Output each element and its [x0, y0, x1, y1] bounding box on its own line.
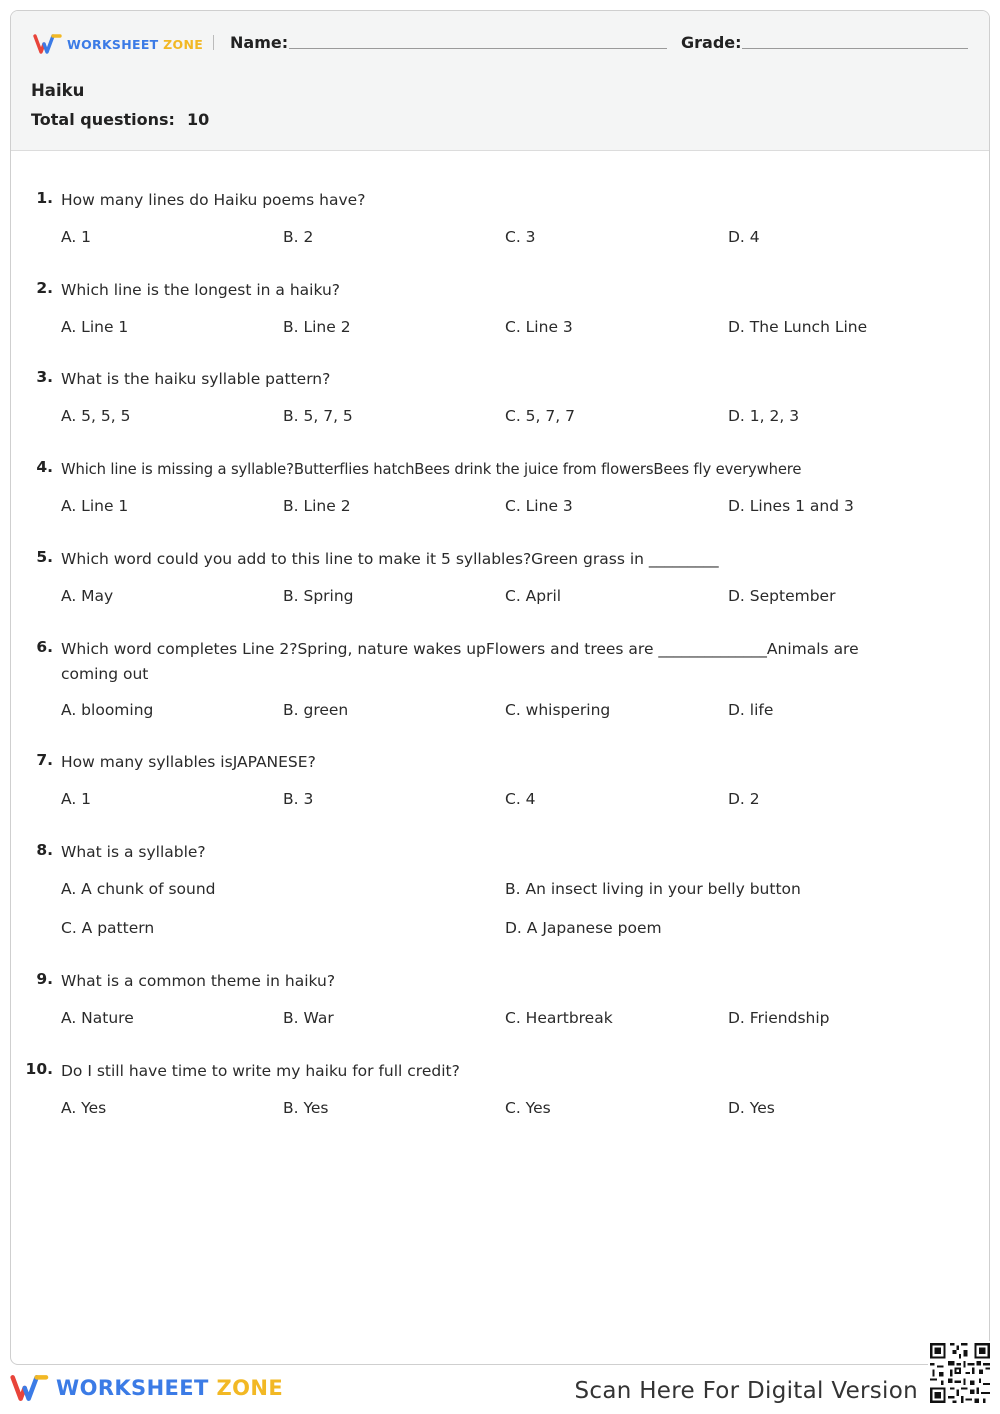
- worksheetzone-logo-icon: [10, 1373, 50, 1403]
- footer-brand-wordmark: [56, 1376, 283, 1400]
- question-number: 3.: [36, 368, 53, 386]
- question-text: What is a syllable?: [61, 843, 206, 861]
- option-a[interactable]: A. 5, 5, 5: [61, 407, 131, 425]
- worksheetzone-logo-icon: [33, 33, 63, 55]
- question-number: 2.: [36, 279, 53, 297]
- option-c[interactable]: C. 5, 7, 7: [505, 407, 575, 425]
- option-c[interactable]: C. Yes: [505, 1099, 551, 1117]
- name-field[interactable]: [289, 48, 667, 49]
- option-a[interactable]: A. 1: [61, 790, 92, 808]
- grade-label: Grade:: [681, 33, 742, 52]
- question-number: 5.: [36, 548, 53, 566]
- option-a[interactable]: A. Line 1: [61, 318, 129, 336]
- option-c[interactable]: C. April: [505, 587, 562, 605]
- option-a[interactable]: A. 1: [61, 228, 92, 246]
- option-b[interactable]: B. 2: [283, 228, 314, 246]
- total-questions: [31, 110, 209, 129]
- option-a[interactable]: A. Nature: [61, 1009, 134, 1027]
- question-text: Which line is the longest in a haiku?: [61, 281, 341, 299]
- option-c[interactable]: C. Line 3: [505, 497, 573, 515]
- option-d[interactable]: D. A Japanese poem: [505, 919, 662, 937]
- question-number: 10.: [25, 1060, 53, 1078]
- brand-part-2: ZONE: [216, 1376, 284, 1400]
- question-number: 7.: [36, 751, 53, 769]
- option-b[interactable]: B. War: [283, 1009, 334, 1027]
- option-b[interactable]: B. 5, 7, 5: [283, 407, 353, 425]
- option-d[interactable]: D. 1, 2, 3: [728, 407, 800, 425]
- header-divider: [213, 35, 214, 50]
- brand-logo: [33, 33, 203, 55]
- brand-part-1: WORKSHEET: [67, 36, 159, 52]
- question-text: What is a common theme in haiku?: [61, 972, 336, 990]
- option-b[interactable]: B. Line 2: [283, 318, 351, 336]
- option-b[interactable]: B. green: [283, 701, 349, 719]
- option-d[interactable]: D. Friendship: [728, 1009, 830, 1027]
- option-c[interactable]: C. Heartbreak: [505, 1009, 613, 1027]
- option-a[interactable]: A. blooming: [61, 701, 154, 719]
- option-a[interactable]: A. Yes: [61, 1099, 107, 1117]
- question-number: 8.: [36, 841, 53, 859]
- option-d[interactable]: D. Lines 1 and 3: [728, 497, 854, 515]
- option-b[interactable]: B. Yes: [283, 1099, 329, 1117]
- option-d[interactable]: D. life: [728, 701, 774, 719]
- footer-brand-logo: [10, 1373, 283, 1403]
- total-questions-value: 10: [186, 110, 210, 129]
- brand-part-1: WORKSHEET: [56, 1376, 209, 1400]
- brand-part-2: ZONE: [163, 36, 204, 52]
- option-a[interactable]: A. May: [61, 587, 114, 605]
- option-a[interactable]: A. Line 1: [61, 497, 129, 515]
- question-text: What is the haiku syllable pattern?: [61, 370, 331, 388]
- option-d[interactable]: D. 4: [728, 228, 760, 246]
- worksheet-title: Haiku: [31, 81, 85, 100]
- worksheet-header: [11, 11, 989, 151]
- question-text: Which line is missing a syllable?Butterflies hatchBees drink the juice from flowersBees fly everywhere: [61, 461, 802, 478]
- option-c[interactable]: C. A pattern: [61, 919, 155, 937]
- worksheet-sheet: [10, 10, 990, 1365]
- option-c[interactable]: C. 4: [505, 790, 536, 808]
- name-label: Name:: [230, 33, 289, 52]
- question-number: 9.: [36, 970, 53, 988]
- question-number: 6.: [36, 638, 53, 656]
- option-d[interactable]: D. September: [728, 587, 836, 605]
- grade-field[interactable]: [742, 48, 968, 49]
- option-c[interactable]: C. 3: [505, 228, 536, 246]
- option-b[interactable]: B. An insect living in your belly button: [505, 880, 801, 898]
- option-d[interactable]: D. 2: [728, 790, 760, 808]
- qr-code-icon[interactable]: [928, 1341, 992, 1405]
- option-c[interactable]: C. whispering: [505, 701, 611, 719]
- question-text: Do I still have time to write my haiku for full credit?: [61, 1062, 460, 1080]
- option-c[interactable]: C. Line 3: [505, 318, 573, 336]
- option-b[interactable]: B. 3: [283, 790, 314, 808]
- option-d[interactable]: D. Yes: [728, 1099, 775, 1117]
- brand-wordmark: [67, 37, 203, 52]
- total-questions-label: Total questions:: [31, 110, 175, 129]
- question-text: Which word could you add to this line to make it 5 syllables?Green grass in _________: [61, 550, 719, 568]
- question-text: Which word completes Line 2?Spring, nature wakes upFlowers and trees are ______________Animals are coming out: [61, 640, 859, 683]
- question-text: How many lines do Haiku poems have?: [61, 191, 366, 209]
- option-b[interactable]: B. Spring: [283, 587, 354, 605]
- scan-instruction: Scan Here For Digital Version: [574, 1378, 918, 1404]
- option-a[interactable]: A. A chunk of sound: [61, 880, 216, 898]
- question-number: 4.: [36, 458, 53, 476]
- question-number: 1.: [36, 189, 53, 207]
- option-b[interactable]: B. Line 2: [283, 497, 351, 515]
- option-d[interactable]: D. The Lunch Line: [728, 318, 868, 336]
- question-text: How many syllables isJAPANESE?: [61, 753, 316, 771]
- page-footer: [0, 1365, 1000, 1414]
